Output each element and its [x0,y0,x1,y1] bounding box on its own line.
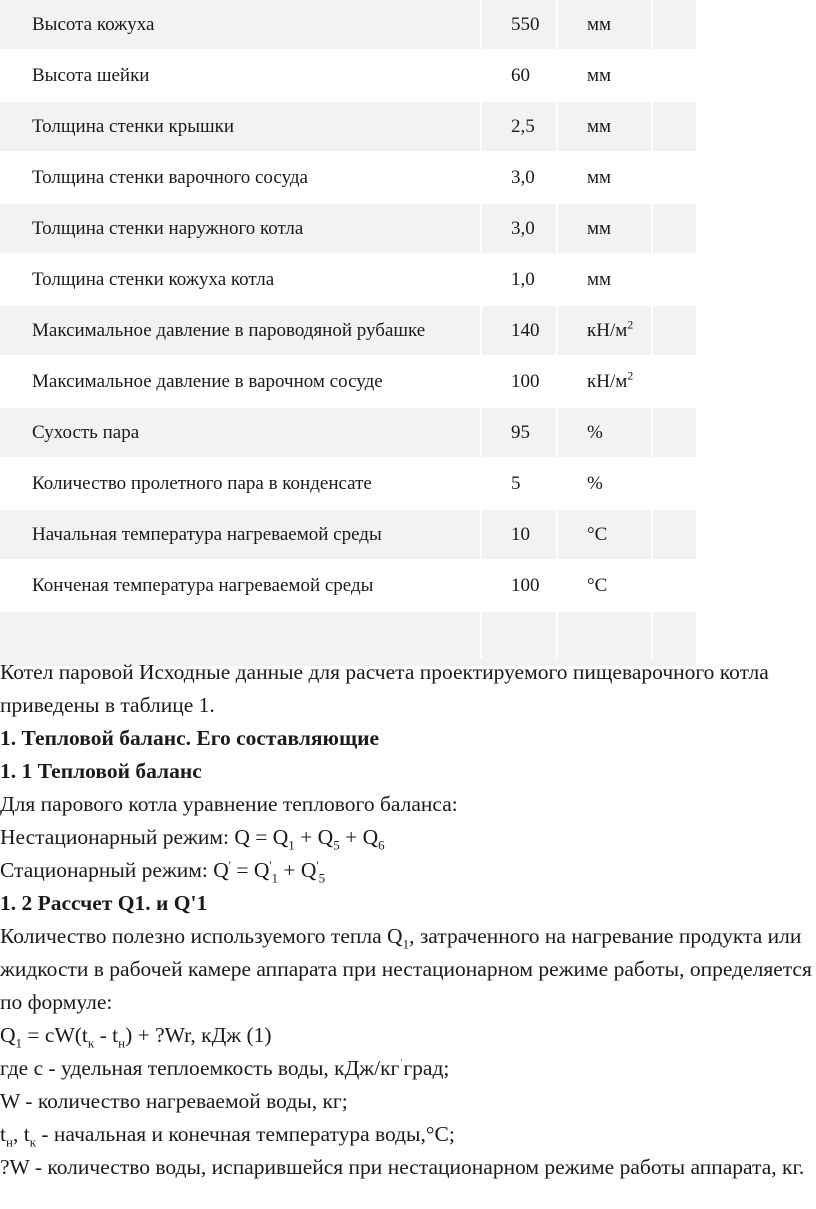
parameter-value: 100 [511,575,540,596]
equation-nonstationary: Нестационарный режим: $Q = Q_1 + Q_5 + Q_6$ [0,825,385,853]
parameter-unit: мм [587,116,612,137]
table-row [0,153,696,204]
equation-stationary: Стационарный режим: $Q' = Q'_1 + Q'_5$ [0,857,326,886]
parameter-name: Высота кожуха [32,14,155,35]
parameter-value: 3,0 [511,167,535,188]
parameter-unit: мм [587,65,612,86]
parameter-name: Высота шейки [32,65,150,86]
formula-q1: $Q_1 = cW(t_к - t_н)$ + ?Wr, кДж (1) [0,1023,272,1051]
parameter-value: 1,0 [511,269,535,290]
where-c-line: где с - удельная теплоемкость воды, кДж/кг˙град; [0,1055,450,1080]
subsection-heading-q1: 1. 2 Рассчет Q1. и Q'1 [0,891,208,915]
parameter-name: Количество пролетного пара в конденсате [32,473,372,494]
parameter-name: Конченая температура нагреваемой среды [32,575,374,596]
parameter-name: Сухость пара [32,422,140,443]
parameter-value: 5 [511,473,521,494]
parameter-name: Толщина стенки варочного сосуда [32,167,308,188]
parameter-name: Максимальное давление в пароводяной рубашке [32,320,426,341]
parameter-value: 100 [511,371,540,392]
table-row [0,357,696,408]
parameter-unit: мм [587,167,612,188]
parameter-value: 60 [511,65,530,86]
table-row [0,204,696,255]
parameter-unit: мм [587,218,612,239]
parameter-unit: мм [587,269,612,290]
parameter-value: 140 [511,320,540,341]
parameter-name: Толщина стенки кожуха котла [32,269,275,290]
table-row [0,306,696,357]
intro-paragraph: Котел паровой Исходные данные для расчета проектируемого пищеварочного котла приведены в таблице 1. [0,660,769,717]
parameter-unit: % [587,473,603,494]
table-row [0,102,696,153]
parameter-unit: % [587,422,603,443]
table-row [0,255,696,306]
parameter-value: 550 [511,14,540,35]
parameter-value: 3,0 [511,218,535,239]
where-t-line: $t_н$, $t_к$ - начальная и конечная температура воды,°С; [0,1122,455,1150]
parameter-value: 10 [511,524,530,545]
column-divider [480,0,482,658]
parameter-unit: мм [587,14,612,35]
parameter-unit: $кН/м^2$ [587,317,634,341]
parameters-table [0,0,696,668]
table-row [0,510,696,561]
section-heading-heat-balance: 1. Тепловой баланс. Его составляющие [0,726,380,750]
parameter-value: 95 [511,422,530,443]
table-row [0,408,696,459]
parameter-unit: °С [587,575,608,596]
parameter-name: Начальная температура нагреваемой среды [32,524,382,545]
table-row [0,561,696,612]
parameter-name: Толщина стенки наружного котла [32,218,304,239]
document-body [0,656,812,1184]
table-row [0,459,696,510]
column-divider [651,0,653,658]
column-divider [556,0,558,658]
parameter-name: Максимальное давление в варочном сосуде [32,371,383,392]
where-w-line: W - количество нагреваемой воды, кг; [0,1089,348,1113]
table-row [0,51,696,102]
subsection-heading-heat-balance: 1. 1 Тепловой баланс [0,759,202,783]
parameter-unit: °С [587,524,608,545]
balance-paragraph: Для парового котла уравнение теплового баланса: [0,792,458,816]
table-row [0,0,696,51]
parameter-name: Толщина стенки крышки [32,116,235,137]
parameter-unit: $кН/м^2$ [587,368,634,392]
q1-paragraph: Количество полезно используемого тепла $Q_1$, затраченного на нагревание продукта или жидкости в рабочей камере аппарата при нестационарном режиме работы, определяется по формуле: [0,924,812,1014]
where-dw-line: ?W - количество воды, испарившейся при нестационарном режиме работы аппарата, кг. [0,1155,805,1179]
parameter-value: 2,5 [511,116,535,137]
